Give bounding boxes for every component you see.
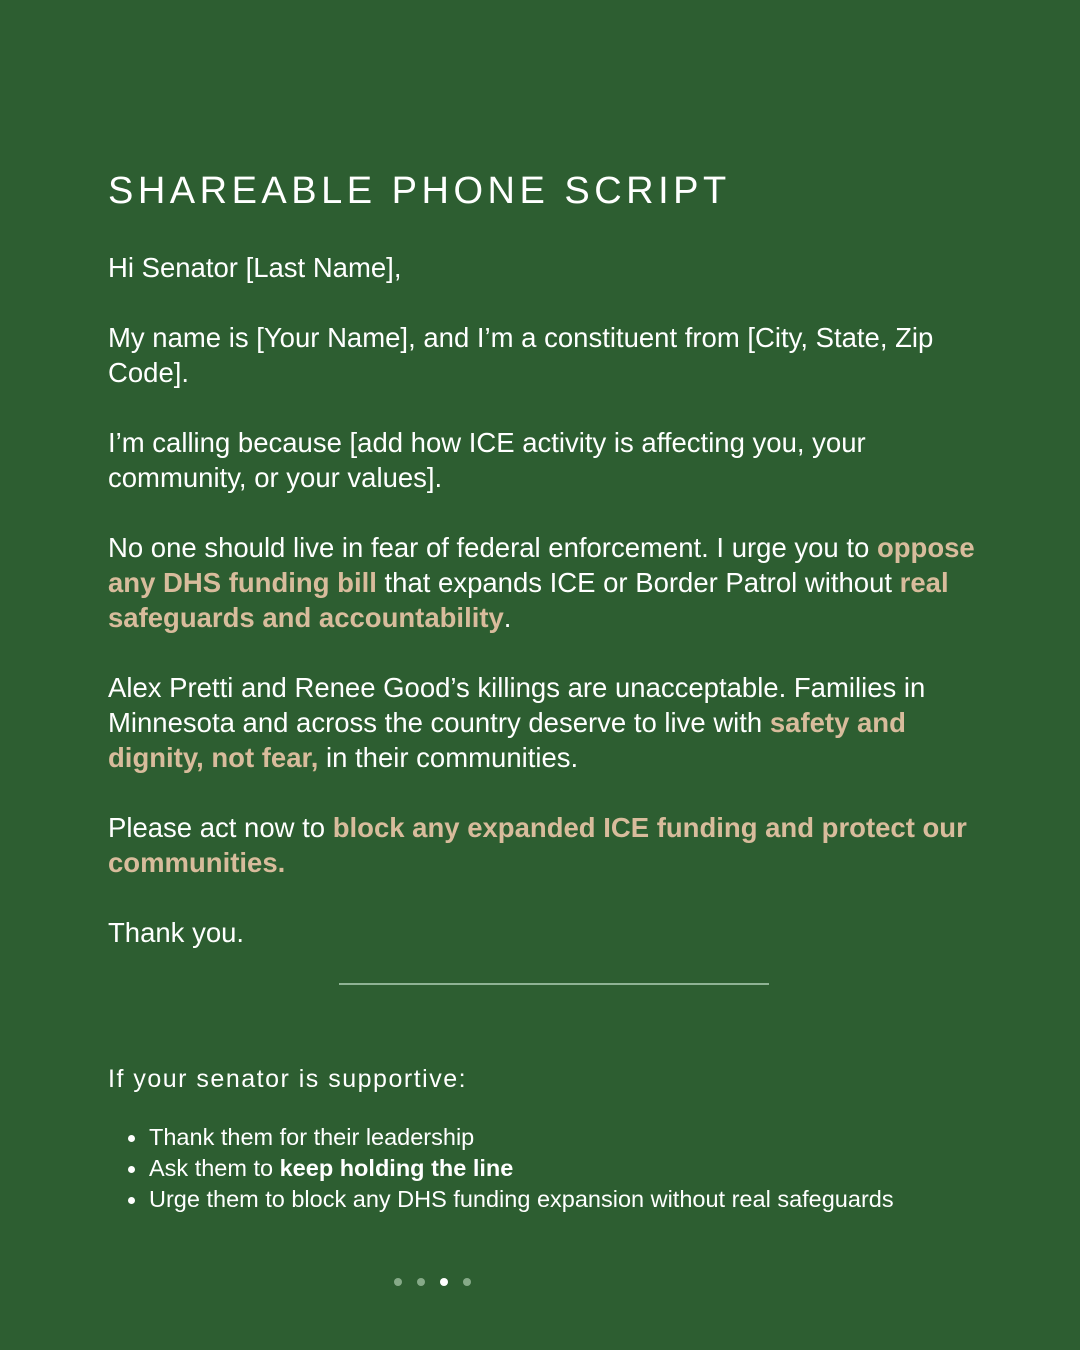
script-action <box>108 810 978 880</box>
tip-text: Urge them to block any DHS funding expansion without real safeguards <box>149 1186 894 1212</box>
page-dot-2[interactable] <box>417 1278 425 1286</box>
bullet-icon <box>128 1135 135 1142</box>
script-action-highlight: block any expanded ICE funding and protect our communities. <box>108 812 967 878</box>
list-item <box>108 1122 894 1153</box>
page-dot-1[interactable] <box>394 1278 402 1286</box>
script-greeting: Hi Senator [Last Name], <box>108 252 402 283</box>
page-title: SHAREABLE PHONE SCRIPT <box>108 170 731 212</box>
script-ask-text-3: . <box>503 602 512 633</box>
page-dot-3-active[interactable] <box>440 1278 448 1286</box>
supportive-tips-list <box>108 1122 894 1215</box>
script-ask-text-2: that expands ICE or Border Patrol without <box>376 567 900 598</box>
list-item <box>108 1184 894 1215</box>
script-action-text: Please act now to <box>108 812 333 843</box>
script-ask-highlight-2: real safeguards and accountability <box>108 567 949 633</box>
bullet-icon <box>128 1166 135 1173</box>
script-ask-text-1: No one should live in fear of federal enforcement. I urge you to <box>108 532 877 563</box>
script-intro: My name is [Your Name], and I’m a constituent from [City, State, Zip Code]. <box>108 322 934 388</box>
script-impact-text-1: Alex Pretti and Renee Good’s killings are unacceptable. Families in Minnesota and across the country deserve to live with <box>108 672 926 738</box>
script-impact-text-2: in their communities. <box>318 742 579 773</box>
script-impact-highlight: safety and dignity, not fear, <box>108 707 906 773</box>
script-ask <box>108 530 978 635</box>
tip-text: Thank them for their leadership <box>149 1124 475 1150</box>
bullet-icon <box>128 1197 135 1204</box>
section-divider <box>339 983 769 985</box>
list-item <box>108 1153 894 1184</box>
tip-text-prefix: Ask them to <box>149 1155 280 1181</box>
page-dot-4[interactable] <box>463 1278 471 1286</box>
supportive-heading: If your senator is supportive: <box>108 1065 468 1093</box>
carousel-pagination <box>394 1278 471 1286</box>
script-reason: I’m calling because [add how ICE activity is affecting you, your community, or your values]. <box>108 427 866 493</box>
script-impact <box>108 670 978 775</box>
script-closing: Thank you. <box>108 917 245 948</box>
phone-script-card <box>108 0 978 1350</box>
script-ask-highlight-1: oppose any DHS funding bill <box>108 532 975 598</box>
phone-script-body <box>108 250 978 950</box>
tip-text-bold: keep holding the line <box>279 1155 514 1181</box>
